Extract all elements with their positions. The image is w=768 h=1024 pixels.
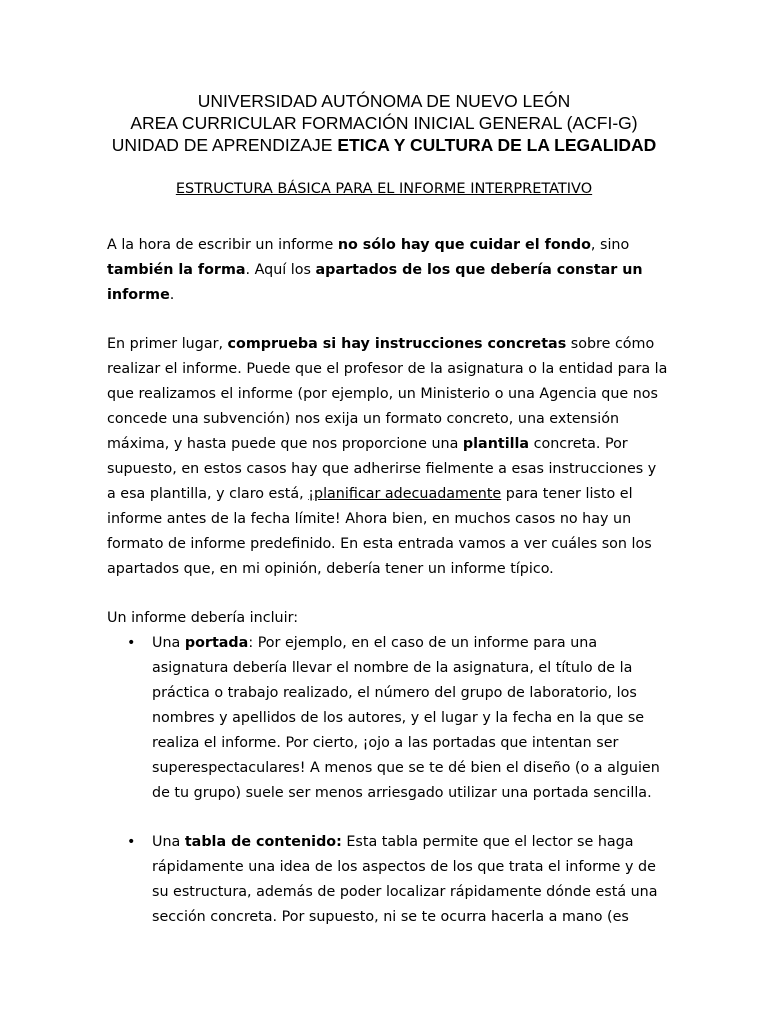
text-run: sobre cómo realizar el informe. Puede que el profesor de la asignatura o la entidad para la que realizamos el informe (por ejemplo, un Ministerio o una Agencia que nos concede una subvención) nos exija un formato concreto, una extensión máxima, y hasta puede que nos proporcione una bbox=[107, 336, 668, 452]
bullet-icon: • bbox=[127, 635, 136, 651]
bold-run: portada bbox=[184, 635, 249, 651]
text-run: . bbox=[169, 287, 175, 303]
underlined-run: ¡planificar adecuadamente bbox=[308, 486, 502, 502]
bold-run: comprueba si hay instrucciones concretas bbox=[227, 336, 567, 352]
text-run: Esta tabla permite que el lector se haga rápidamente una idea de los aspectos de los que trata el informe y de su estructura, además de poder localizar rápidamente dónde está una sección concreta. Por supuesto, ni se te ocurra hacerla a mano (es bbox=[152, 834, 658, 925]
document-body bbox=[107, 233, 669, 954]
university-name: UNIVERSIDAD AUTÓNOMA DE NUEVO LEÓN bbox=[197, 91, 571, 111]
learning-unit-name: ETICA Y CULTURA DE LA LEGALIDAD bbox=[337, 135, 657, 155]
bold-run: también la forma bbox=[107, 262, 246, 278]
text-run: concreta. Por supuesto, en estos casos hay que adherirse fielmente a esas instrucciones y a esa plantilla, y claro está, bbox=[107, 436, 657, 502]
bold-run: tabla de contenido: bbox=[184, 834, 342, 850]
text-run: Una bbox=[152, 834, 185, 850]
paragraph-instructions bbox=[107, 332, 669, 582]
text-run: Una bbox=[152, 635, 185, 651]
list-intro: Un informe debería incluir: bbox=[107, 610, 299, 626]
report-parts-list bbox=[107, 631, 669, 930]
bold-run: plantilla bbox=[462, 436, 530, 452]
text-run: A la hora de escribir un informe bbox=[107, 237, 338, 253]
text-run: : Por ejemplo, en el caso de un informe para una asignatura debería llevar el nombre de la asignatura, el título de la práctica o trabajo realizado, el número del grupo de laboratorio, los nombres y apellidos de los autores, y el lugar y la fecha en la que se realiza el informe. Por cierto, ¡ojo a las portadas que intentan ser superespectaculares! A menos que se te dé bien el diseño (o a alguien de tu grupo) suele ser menos arriesgado utilizar una portada sencilla. bbox=[152, 635, 660, 801]
list-item bbox=[107, 631, 669, 806]
learning-unit-prefix: UNIDAD DE APRENDIZAJE bbox=[111, 135, 338, 155]
bold-run: apartados de los que debería constar un informe bbox=[107, 262, 643, 303]
document-subtitle: ESTRUCTURA BÁSICA PARA EL INFORME INTERPRETATIVO bbox=[175, 181, 593, 197]
text-run: para tener listo el informe antes de la fecha límite! Ahora bien, en muchos casos no hay un formato de informe predefinido. En esta entrada vamos a ver cuáles son los apartados que, en mi opinión, debería tener un informe típico. bbox=[107, 486, 652, 577]
document-header bbox=[0, 90, 768, 156]
learning-unit bbox=[0, 134, 768, 156]
text-run: , sino bbox=[590, 237, 630, 253]
text-run: . Aquí los bbox=[245, 262, 316, 278]
list-item bbox=[107, 830, 669, 930]
bullet-icon: • bbox=[127, 834, 136, 850]
text-run: En primer lugar, bbox=[107, 336, 228, 352]
bold-run: no sólo hay que cuidar el fondo bbox=[337, 237, 591, 253]
paragraph-intro bbox=[107, 233, 669, 308]
curricular-area: AREA CURRICULAR FORMACIÓN INICIAL GENERAL (ACFI-G) bbox=[130, 113, 638, 133]
